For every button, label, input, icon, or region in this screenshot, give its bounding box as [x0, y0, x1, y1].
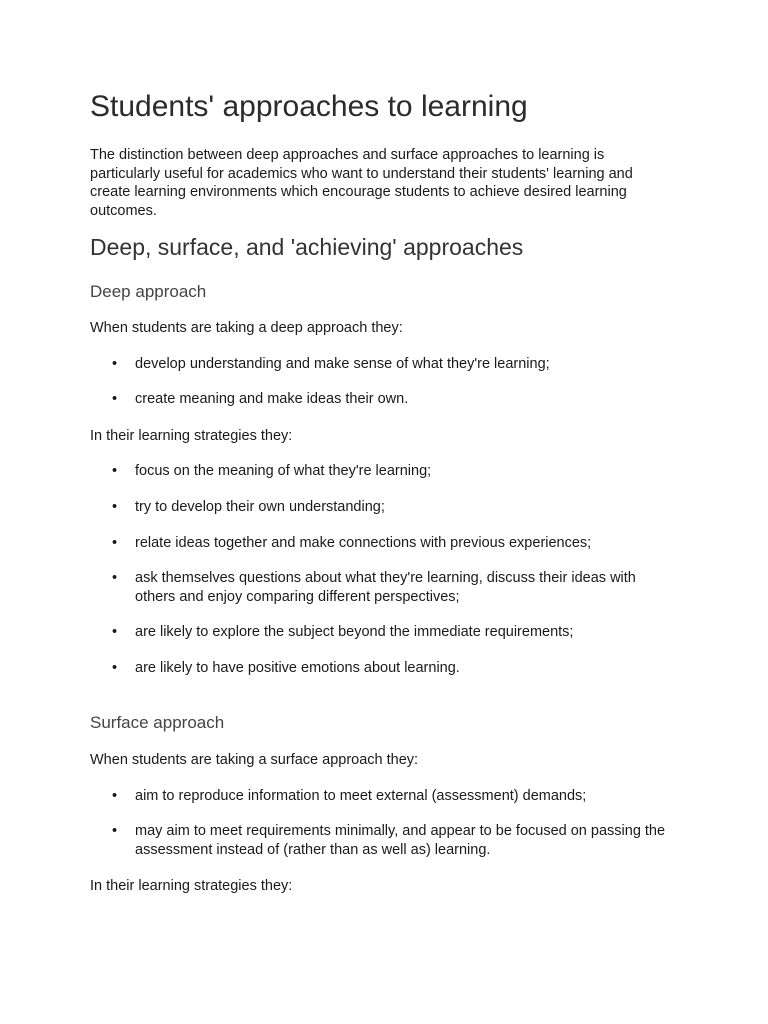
surface-approach-heading: Surface approach — [90, 713, 225, 732]
list-item-text: ask themselves questions about what they're learning, discuss their ideas with others and enjoy comparing different perspectives; — [135, 570, 636, 605]
list-item-text: develop understanding and make sense of what they're learning; — [135, 356, 550, 372]
list-item-text: focus on the meaning of what they're learning; — [135, 463, 432, 479]
surface-strategies-lead: In their learning strategies they: — [90, 878, 293, 894]
bullet-icon: • — [112, 356, 118, 372]
list-item-text: may aim to meet requirements minimally, and appear to be focused on passing the assessment instead of (rather than as well as) learning. — [135, 823, 666, 858]
bullet-icon: • — [112, 463, 118, 479]
list-item-text: aim to reproduce information to meet external (assessment) demands; — [135, 788, 587, 804]
intro-paragraph: The distinction between deep approaches and surface approaches to learning is particularly useful for academics who want to understand their students' learning and create learning environments which encourage students to achieve desired learning outcomes. — [90, 147, 633, 219]
deep-lead-text: When students are taking a deep approach they: — [90, 320, 403, 336]
surface-lead-text: When students are taking a surface approach they: — [90, 752, 419, 768]
bullet-icon: • — [112, 788, 118, 804]
bullet-icon: • — [112, 823, 118, 839]
bullet-icon: • — [112, 499, 118, 515]
bullet-icon: • — [112, 391, 118, 407]
section-heading: Deep, surface, and 'achieving' approaches — [90, 234, 524, 260]
list-item-text: are likely to explore the subject beyond the immediate requirements; — [135, 624, 574, 640]
list-item-text: relate ideas together and make connections with previous experiences; — [135, 535, 592, 551]
bullet-icon: • — [112, 624, 118, 640]
bullet-icon: • — [112, 660, 118, 676]
list-item-text: create meaning and make ideas their own. — [135, 391, 409, 407]
list-item-text: try to develop their own understanding; — [135, 499, 385, 515]
page-title: Students' approaches to learning — [90, 90, 528, 123]
bullet-icon: • — [112, 570, 118, 586]
bullet-icon: • — [112, 535, 118, 551]
deep-approach-heading: Deep approach — [90, 282, 207, 301]
list-item-text: are likely to have positive emotions about learning. — [135, 660, 460, 676]
deep-strategies-lead: In their learning strategies they: — [90, 428, 293, 444]
